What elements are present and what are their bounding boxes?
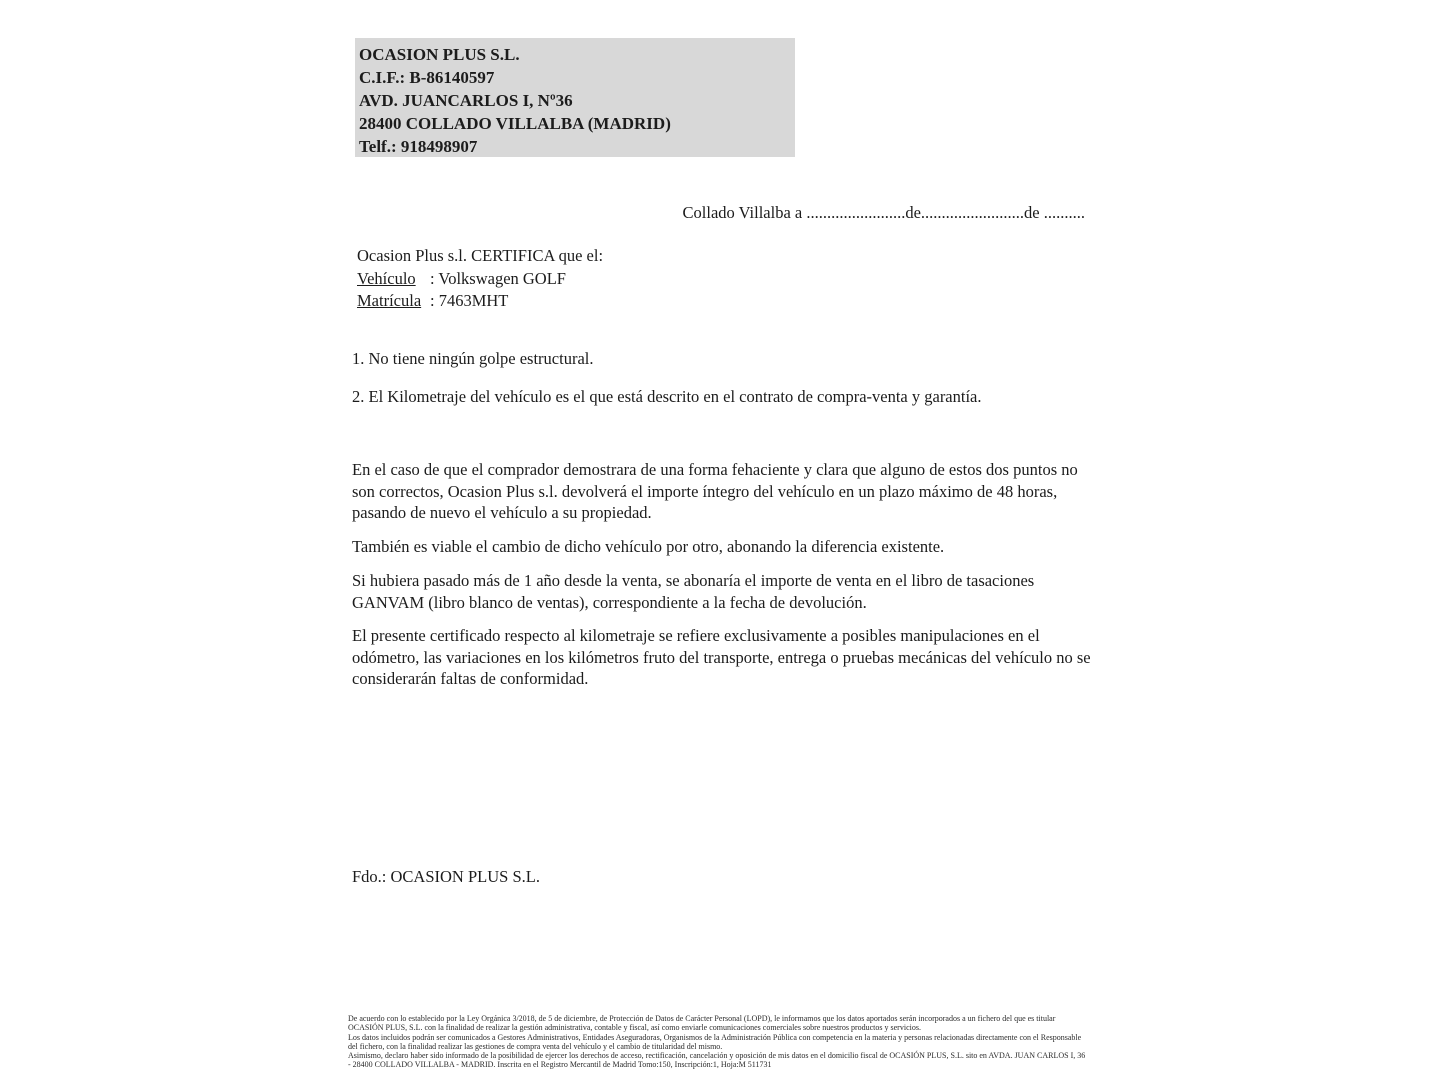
plate-value: : 7463MHT — [430, 291, 509, 310]
vehicle-value: : Volkswagen GOLF — [430, 268, 566, 288]
paragraph-odometer: El presente certificado respecto al kilometraje se refiere exclusivamente a posibles manipulaciones en el odómetro, las variaciones en los kilómetros fruto del transporte, entrega o pruebas mecánicas del vehículo no se considerarán faltas de conformidad. — [352, 626, 1091, 688]
company-city: 28400 COLLADO VILLALBA (MADRID) — [359, 114, 671, 133]
paragraph-exchange: También es viable el cambio de dicho vehículo por otro, abonando la diferencia existente. — [352, 537, 945, 556]
legal-paragraph-rights: Asimismo, declaro haber sido informado de la posibilidad de ejercer los derechos de acceso, rectificación, cancelación y oposición de mis datos en el domicilio fiscal de OCASIÓN PLUS, S.L. sito en AVDA. JUAN CARLOS I, 36 - 28400 COLLADO VILLALBA - MADRID. Inscrita en el Registro Mercantil de Madrid Tomo:150, Inscripción:1, Hoja:M 511731 — [348, 1051, 1086, 1070]
company-cif: C.I.F.: B-86140597 — [359, 68, 495, 87]
date-line: Collado Villalba a ........................de.........................de .......... — [682, 203, 1085, 222]
numbered-item-1: 1. No tiene ningún golpe estructural. — [352, 349, 594, 368]
signature-line: Fdo.: OCASION PLUS S.L. — [352, 867, 540, 886]
legal-paragraph-data-sharing: Los datos incluidos podrán ser comunicados a Gestores Administrativos, Entidades Aseguradoras, Organismos de la Administración Pública con competencia en la materia y personas relacionadas directamente con el Responsable del fichero, con la finalidad realizar las gestiones de compra venta del vehículo y el cambio de titularidad del mismo. — [348, 1032, 1082, 1051]
company-header-box — [355, 38, 795, 157]
certification-intro: Ocasion Plus s.l. CERTIFICA que el: — [357, 246, 604, 265]
plate-row — [357, 290, 1057, 313]
paragraph-ganvam: Si hubiera pasado más de 1 año desde la venta, se abonaría el importe de venta en el libro de tasaciones GANVAM (libro blanco de ventas), correspondiente a la fecha de devolución. — [352, 571, 1035, 612]
vehicle-label: Vehículo — [357, 268, 416, 288]
legal-paragraph-lopd: De acuerdo con lo establecido por la Ley Orgánica 3/2018, de 5 de diciembre, de Protección de Datos de Carácter Personal (LOPD), le informamos que los datos aportados serán incorporados a un fichero del que es titular OCASIÓN PLUS, S.L. con la finalidad de realizar la gestión administrativa, contable y fiscal, así como enviarle comunicaciones comerciales sobre nuestros productos y servicios. — [348, 1014, 1056, 1033]
certification-block — [357, 245, 1057, 313]
company-name: OCASION PLUS S.L. — [359, 45, 520, 64]
vehicle-row — [357, 268, 1057, 291]
numbered-item-2: 2. El Kilometraje del vehículo es el que está descrito en el contrato de compra-venta y garantía. — [352, 387, 982, 406]
company-phone: Telf.: 918498907 — [359, 137, 478, 156]
legal-footer — [348, 1014, 1086, 1070]
paragraph-refund: En el caso de que el comprador demostrara de una forma fehaciente y clara que alguno de estos dos puntos no son correctos, Ocasion Plus s.l. devolverá el importe íntegro del vehículo en un plazo máximo de 48 horas, pasando de nuevo el vehículo a su propiedad. — [352, 460, 1078, 522]
plate-label: Matrícula — [357, 291, 422, 310]
company-address: AVD. JUANCARLOS I, Nº36 — [359, 91, 573, 110]
